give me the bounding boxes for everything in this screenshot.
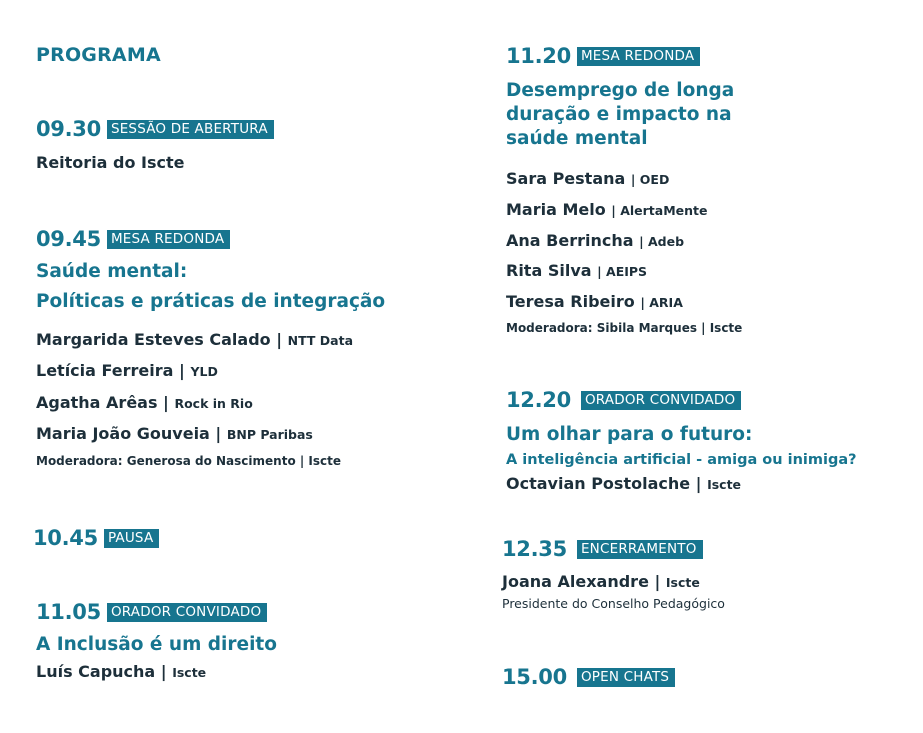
session-title: Um olhar para o futuro: [506, 424, 753, 445]
speaker-affiliation: Iscte [707, 477, 742, 492]
speaker-affiliation: | ARIA [640, 295, 683, 310]
slot-0945-header [36, 227, 230, 251]
page-title: PROGRAMA [36, 44, 161, 66]
moderator-line: Moderadora: Generosa do Nascimento | Iscte [36, 454, 342, 468]
speaker-line [36, 330, 353, 349]
speaker-affiliation: | AlertaMente [611, 203, 708, 218]
speaker-name: Ana Berrincha [506, 231, 640, 250]
speaker-line [506, 292, 683, 311]
speaker-affiliation: | OED [630, 172, 670, 187]
speaker-name: Teresa Ribeiro [506, 292, 641, 311]
session-badge: ORADOR CONVIDADO [581, 391, 741, 410]
time-label: 11.20 [506, 44, 571, 68]
slot-0930-header [36, 117, 274, 141]
speaker-affiliation: NTT Data [287, 333, 354, 348]
speaker-line [506, 231, 684, 250]
speaker-affiliation: BNP Paribas [226, 427, 313, 442]
speaker-name: Octavian Postolache | [506, 474, 708, 493]
session-title-line-2: duração e impacto na [506, 104, 732, 125]
role-line: Presidente do Conselho Pedagógico [502, 596, 725, 611]
time-label: 12.35 [502, 537, 567, 561]
slot-1500-header [502, 665, 675, 689]
speaker-line [506, 474, 741, 493]
time-label: 11.05 [36, 600, 101, 624]
session-badge: OPEN CHATS [577, 668, 675, 687]
speaker-affiliation: Iscte [172, 665, 207, 680]
speaker-name: Agatha Arêas | [36, 393, 175, 412]
time-label: 12.20 [506, 388, 571, 412]
speaker-name: Maria Melo [506, 200, 612, 219]
session-badge: MESA REDONDA [577, 47, 700, 66]
speaker-affiliation: Iscte [665, 575, 700, 590]
speaker-affiliation: | Adeb [639, 234, 685, 249]
speaker-name: Letícia Ferreira | [36, 361, 191, 380]
speaker-name: Maria João Gouveia | [36, 424, 227, 443]
session-title-line-3: saúde mental [506, 128, 648, 149]
session-badge: PAUSA [104, 529, 159, 548]
speaker-name: Sara Pestana [506, 169, 631, 188]
time-label: 09.30 [36, 117, 101, 141]
slot-1120-header [506, 44, 700, 68]
speaker-line [36, 393, 253, 412]
speaker-line [36, 424, 313, 443]
time-label: 15.00 [502, 665, 567, 689]
slot-1045-header [33, 526, 159, 550]
speaker-name: Margarida Esteves Calado | [36, 330, 288, 349]
moderator-line: Moderadora: Sibila Marques | Iscte [506, 321, 743, 335]
speaker-affiliation: YLD [190, 364, 218, 379]
speaker-line [36, 361, 218, 380]
slot-1235-header [502, 537, 703, 561]
speaker-name: Luís Capucha | [36, 662, 173, 681]
session-title: A Inclusão é um direito [36, 634, 277, 655]
speaker-name: Joana Alexandre | [502, 572, 666, 591]
session-badge: SESSÃO DE ABERTURA [107, 120, 274, 139]
host-line: Reitoria do Iscte [36, 153, 185, 172]
speaker-line [502, 572, 700, 591]
speaker-line [506, 169, 669, 188]
speaker-affiliation: | AEIPS [597, 264, 648, 279]
session-badge: ORADOR CONVIDADO [107, 603, 267, 622]
session-title-line-1: Desemprego de longa [506, 80, 735, 101]
speaker-affiliation: Rock in Rio [174, 396, 253, 411]
speaker-line [506, 200, 707, 219]
slot-1220-header [506, 388, 741, 412]
session-subtitle: A inteligência artificial - amiga ou inimiga? [506, 452, 857, 468]
session-badge: ENCERRAMENTO [577, 540, 703, 559]
speaker-name: Rita Silva [506, 261, 598, 280]
session-title: Saúde mental: [36, 261, 188, 282]
session-badge: MESA REDONDA [107, 230, 230, 249]
slot-1105-header [36, 600, 267, 624]
session-subtitle: Políticas e práticas de integração [36, 291, 386, 312]
time-label: 09.45 [36, 227, 101, 251]
speaker-line [36, 662, 206, 681]
time-label: 10.45 [33, 526, 98, 550]
speaker-line [506, 261, 647, 280]
